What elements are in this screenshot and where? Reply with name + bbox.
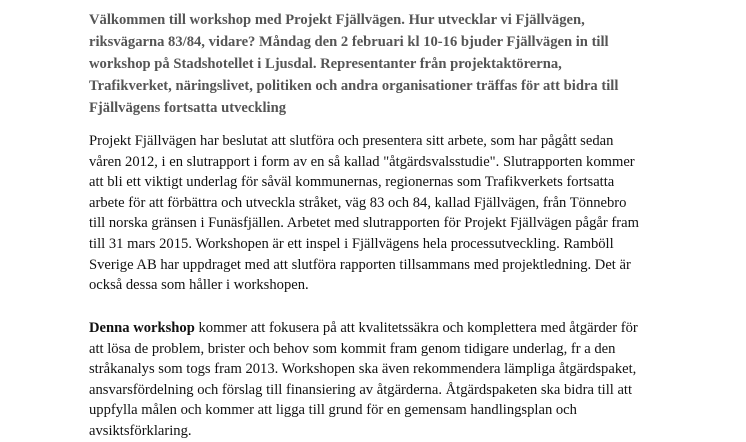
paragraph-line: Projekt Fjällvägen har beslutat att slutföra och presentera sitt arbete, som har pågått sedan (89, 133, 614, 149)
intro-line: riksvägarna 83/84, vidare? Måndag den 2 februari kl 10-16 bjuder Fjällvägen in till (89, 34, 609, 50)
paragraph-line: att bli ett viktigt underlag för såväl kommunernas, regionernas som Trafikverkets fortsatta (89, 174, 615, 191)
paragraph-line: stråkanalys som togs fram 2013. Workshopen ska även rekommendera lämpliga åtgärdspaket, (89, 361, 637, 378)
lead-phrase: Denna workshop (89, 320, 195, 336)
intro-line: workshop på Stadshotellet i Ljusdal. Representanter från projektaktörerna, (89, 56, 562, 72)
paragraph-line: Sverige AB har uppdraget med att slutföra rapporten tillsammans med projektledning. Det är (89, 256, 631, 273)
body-paragraph-project (89, 131, 669, 296)
intro-line: Välkommen till workshop med Projekt Fjällvägen. Hur utvecklar vi Fjällvägen, (89, 12, 585, 28)
intro-line: Fjällvägens fortsatta utveckling (89, 100, 286, 116)
intro-line: Trafikverket, näringslivet, politiken och andra organisationer träffas för att bidra till (89, 78, 619, 94)
first-line-rest: kommer att fokusera på att kvalitetssäkra och komplettera med åtgärder för (194, 320, 638, 336)
paragraph-line: till norska gränsen i Funäsfjällen. Arbetet med slutrapporten för Projekt Fjällvägen pågår fram (89, 215, 639, 232)
paragraph-line: att lösa de problem, brister och behov som kommit fram genom tidigare underlag, fr a den (89, 340, 616, 357)
paragraph-line: till 31 mars 2015. Workshopen är ett inspel i Fjällvägens hela processutveckling. Ramböll (89, 235, 614, 252)
paragraph-line: avsiktsförklaring. (89, 422, 192, 439)
paragraph-line: också dessa som håller i workshopen. (89, 277, 309, 294)
paragraph-line: uppfylla målen och kommer att ligga till grund för en gemensam handlingsplan och (89, 402, 577, 419)
intro-paragraph (89, 9, 649, 119)
paragraph-line: våren 2012, i en slutrapport i form av en så kallad "åtgärdsvalsstudie". Slutrapporten kommer (89, 153, 635, 170)
body-paragraph-workshop (89, 318, 669, 442)
paragraph-first-line (89, 318, 669, 339)
paragraph-line: ansvarsfördelning och förslag till finansiering av åtgärderna. Åtgärdspaketen ska bidra till att (89, 381, 633, 398)
paragraph-line: arbete för att förbättra och utveckla stråket, väg 83 och 84, kallad Fjällvägen, från Tönnebro (89, 194, 627, 211)
